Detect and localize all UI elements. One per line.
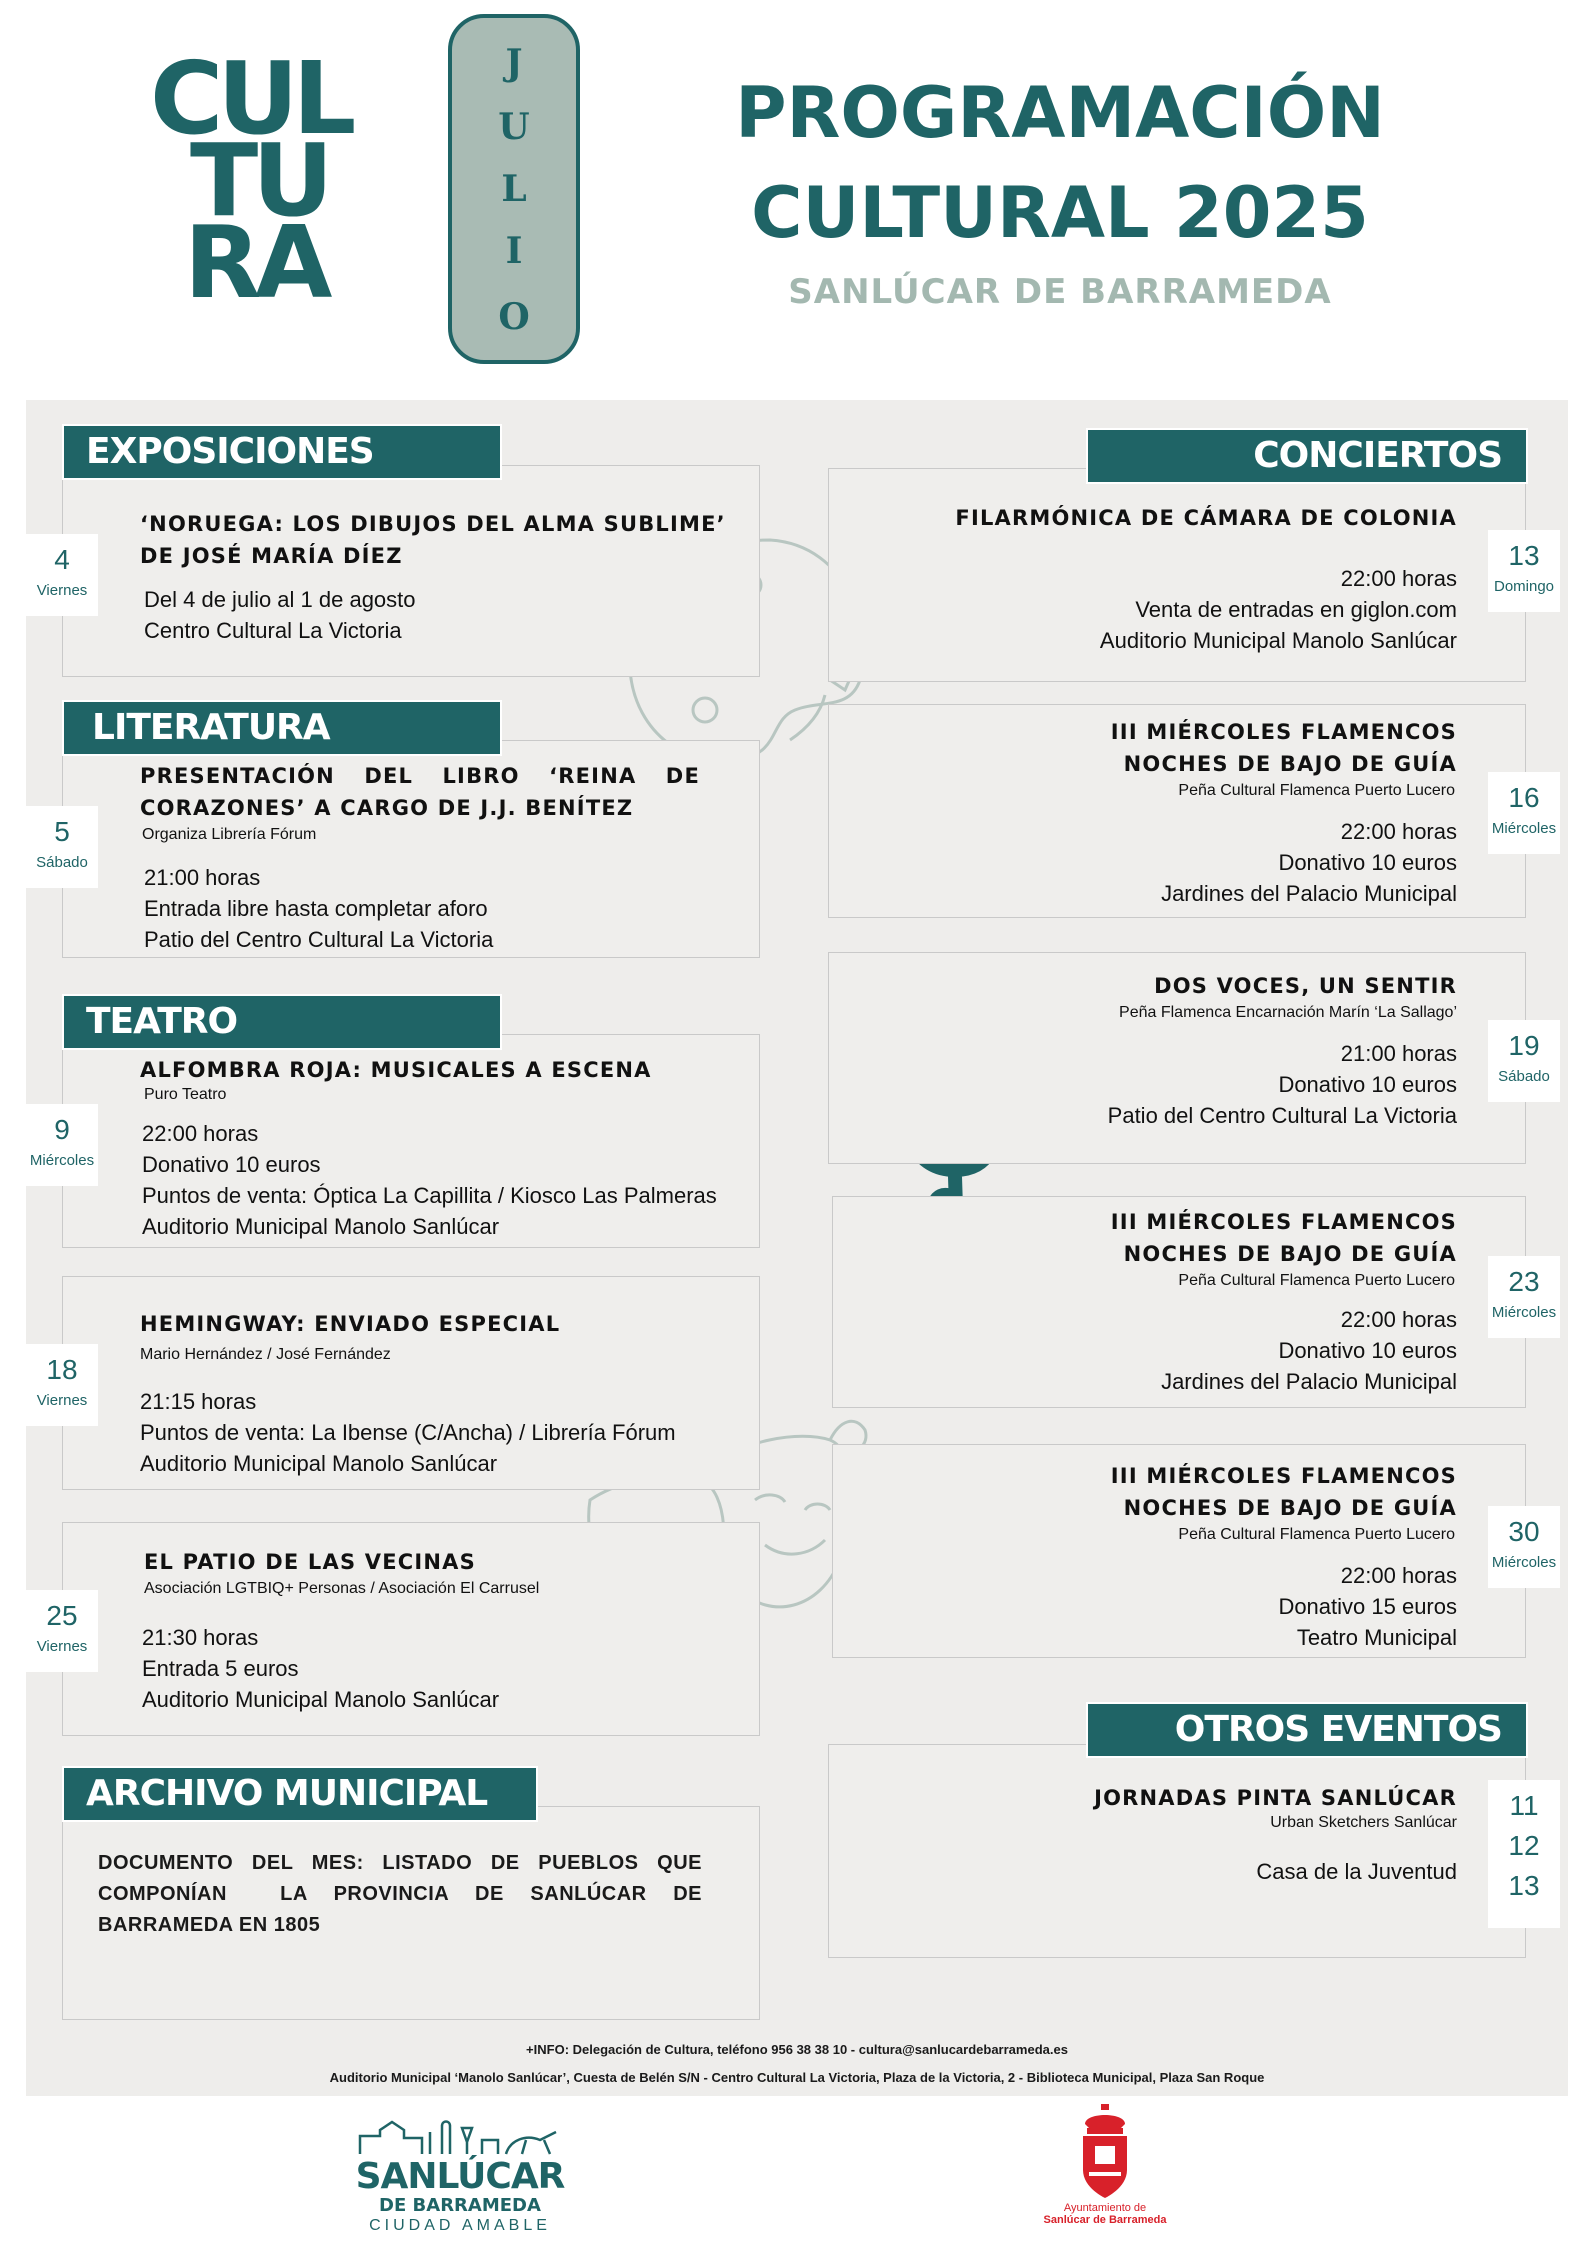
event-day: 19	[1508, 1030, 1540, 1061]
event-title: NOCHES DE BAJO DE GUÍA	[1123, 1496, 1457, 1520]
event-weekday: Sábado	[1498, 1068, 1550, 1085]
archivo-line: DOCUMENTO DEL MES: LISTADO DE PUEBLOS QUE	[98, 1852, 702, 1874]
event-line: Patio del Centro Cultural La Victoria	[1107, 1103, 1457, 1128]
event-title: NOCHES DE BAJO DE GUÍA	[1123, 752, 1457, 776]
event-day: 13	[1508, 1870, 1540, 1901]
event-title: DE JOSÉ MARÍA DÍEZ	[140, 544, 403, 568]
event-line: 21:00 horas	[144, 865, 261, 890]
event-date	[1488, 530, 1560, 612]
logo-line-1: SANLÚCAR	[355, 2156, 565, 2197]
ayuntamiento-logo	[1020, 2102, 1190, 2242]
event-line: 22:00 horas	[1340, 1307, 1457, 1332]
event-line: Puntos de venta: Óptica La Capillita / Kiosco Las Palmeras	[142, 1183, 717, 1208]
ayuntamiento-line-2: Sanlúcar de Barrameda	[1043, 2214, 1167, 2226]
event-place: Casa de la Juventud	[1256, 1859, 1457, 1884]
event-weekday: Miércoles	[1491, 820, 1557, 837]
event-details	[1100, 563, 1457, 656]
event-line: 21:30 horas	[142, 1625, 259, 1650]
event-line: Jardines del Palacio Municipal	[1161, 881, 1457, 906]
event-organizer: Peña Flamenca Encarnación Marín ‘La Sallago’	[1119, 1004, 1457, 1021]
event-title: III MIÉRCOLES FLAMENCOS	[1110, 1464, 1457, 1488]
event-line: 21:15 horas	[140, 1389, 257, 1414]
event-title: CORAZONES’ A CARGO DE J.J. BENÍTEZ	[140, 796, 634, 820]
event-weekday: Viernes	[36, 1638, 88, 1655]
month-letter: J	[505, 42, 523, 84]
event-day: 5	[54, 816, 70, 847]
event-title: ALFOMBRA ROJA: MUSICALES A ESCENA	[140, 1058, 652, 1082]
section-header-exposiciones: EXPOSICIONES	[62, 424, 502, 480]
event-weekday: Sábado	[36, 854, 88, 871]
event-line: Teatro Municipal	[1296, 1625, 1457, 1650]
event-card	[828, 1744, 1526, 1958]
event-day: 13	[1508, 540, 1540, 571]
event-details	[140, 1386, 676, 1479]
event-organizer: Peña Cultural Flamenca Puerto Lucero	[1178, 1272, 1455, 1289]
event-dates	[1488, 1780, 1560, 1928]
event-title: EL PATIO DE LAS VECINAS	[144, 1550, 476, 1574]
archivo-line: BARRAMEDA EN 1805	[98, 1914, 321, 1936]
event-organizer: Peña Cultural Flamenca Puerto Lucero	[1178, 1526, 1455, 1543]
skyline-icon	[350, 2110, 570, 2158]
event-line: Puntos de venta: La Ibense (C/Ancha) / Librería Fórum	[140, 1420, 676, 1445]
event-day: 4	[54, 544, 70, 575]
event-line: Donativo 15 euros	[1278, 1594, 1457, 1619]
event-line: Auditorio Municipal Manolo Sanlúcar	[142, 1687, 500, 1712]
event-line: 22:00 horas	[1340, 819, 1457, 844]
event-day: 23	[1508, 1266, 1540, 1297]
footer-info: +INFO: Delegación de Cultura, teléfono 956 38 38 10 - cultura@sanlucardebarrameda.es	[526, 2042, 1068, 2057]
event-organizer: Organiza Librería Fórum	[142, 826, 317, 843]
section-header-conciertos: CONCIERTOS	[1086, 428, 1528, 484]
ayuntamiento-line-1: Ayuntamiento de	[1063, 2202, 1147, 2214]
archivo-document	[98, 1848, 702, 1941]
event-details	[144, 862, 493, 955]
event-line: 22:00 horas	[142, 1121, 259, 1146]
section-header-archivo: ARCHIVO MUNICIPAL	[62, 1766, 538, 1822]
event-line: Donativo 10 euros	[1278, 1338, 1457, 1363]
logo-line-3: CIUDAD AMABLE	[369, 2217, 551, 2234]
event-date	[26, 806, 98, 888]
coat-of-arms-icon	[1075, 2102, 1135, 2202]
event-line: 22:00 horas	[1340, 1563, 1457, 1588]
page-title-line-1: PROGRAMACIÓN	[735, 72, 1385, 154]
cultura-wordmark	[150, 40, 351, 321]
event-line: Centro Cultural La Victoria	[144, 618, 402, 643]
event-title: HEMINGWAY: ENVIADO ESPECIAL	[140, 1312, 561, 1336]
event-date	[26, 1104, 98, 1186]
event-organizer: Mario Hernández / José Fernández	[140, 1346, 391, 1363]
event-line: 21:00 horas	[1340, 1041, 1457, 1066]
page-subtitle: SANLÚCAR DE BARRAMEDA	[788, 272, 1332, 312]
event-title: III MIÉRCOLES FLAMENCOS	[1110, 1210, 1457, 1234]
month-letter: L	[501, 168, 527, 210]
event-line: Entrada 5 euros	[142, 1656, 299, 1681]
section-header-otros: OTROS EVENTOS	[1086, 1702, 1528, 1758]
event-title: DOS VOCES, UN SENTIR	[1154, 974, 1457, 998]
month-letter: I	[505, 230, 523, 272]
event-details	[144, 584, 416, 646]
event-date	[1488, 1256, 1560, 1338]
cultura-line-3: RA	[184, 204, 327, 321]
event-day: 18	[46, 1354, 78, 1385]
event-title: ‘NORUEGA: LOS DIBUJOS DEL ALMA SUBLIME’	[140, 512, 726, 536]
event-date	[1488, 1020, 1560, 1102]
event-line: Entrada libre hasta completar aforo	[144, 896, 488, 921]
event-day: 30	[1508, 1516, 1540, 1547]
event-line: Del 4 de julio al 1 de agosto	[144, 587, 416, 612]
event-title: NOCHES DE BAJO DE GUÍA	[1123, 1242, 1457, 1266]
section-header-teatro: TEATRO	[62, 994, 502, 1050]
event-organizer: Asociación LGTBIQ+ Personas / Asociación El Carrusel	[144, 1580, 540, 1597]
event-date	[26, 1590, 98, 1672]
archivo-line: COMPONÍAN LA PROVINCIA DE SANLÚCAR DE	[98, 1883, 702, 1905]
month-letter: U	[498, 106, 530, 148]
event-organizer: Urban Sketchers Sanlúcar	[1270, 1814, 1457, 1831]
event-organizer: Puro Teatro	[144, 1086, 227, 1103]
event-line: Jardines del Palacio Municipal	[1161, 1369, 1457, 1394]
event-weekday: Viernes	[36, 582, 88, 599]
event-day: 11	[1509, 1790, 1539, 1821]
event-line: Patio del Centro Cultural La Victoria	[144, 927, 494, 952]
section-header-literatura: LITERATURA	[62, 700, 502, 756]
event-line: 22:00 horas	[1340, 566, 1457, 591]
event-line: Donativo 10 euros	[1278, 1072, 1457, 1097]
event-line: Venta de entradas en giglon.com	[1135, 597, 1457, 622]
event-line: Donativo 10 euros	[142, 1152, 321, 1177]
event-day: 16	[1508, 782, 1540, 813]
event-date	[26, 1344, 98, 1426]
event-weekday: Domingo	[1493, 578, 1555, 595]
event-details	[1108, 1038, 1457, 1131]
month-badge	[448, 14, 580, 364]
event-day: 12	[1508, 1830, 1540, 1861]
event-weekday: Miércoles	[1491, 1304, 1557, 1321]
event-weekday: Miércoles	[29, 1152, 95, 1169]
event-line: Auditorio Municipal Manolo Sanlúcar	[142, 1214, 500, 1239]
event-day: 9	[54, 1114, 70, 1145]
event-title: JORNADAS PINTA SANLÚCAR	[1094, 1786, 1457, 1810]
sanlucar-logo	[330, 2110, 590, 2240]
footer-venues: Auditorio Municipal ‘Manolo Sanlúcar’, Cuesta de Belén S/N - Centro Cultural La Victoria, Plaza de la Victoria, 2 - Biblioteca Municipal, Plaza San Roque	[329, 2070, 1265, 2085]
logo-line-2: DE BARRAMEDA	[379, 2195, 541, 2216]
event-date	[1488, 772, 1560, 854]
page-title-line-2: CULTURAL 2025	[751, 172, 1369, 254]
event-day: 25	[46, 1600, 78, 1631]
event-details	[142, 1118, 717, 1242]
event-date	[26, 534, 98, 616]
cultura-line-2: TU	[190, 122, 328, 239]
month-letter: O	[498, 296, 530, 338]
cultura-line-1: CUL	[150, 40, 351, 157]
event-weekday: Miércoles	[1491, 1554, 1557, 1571]
event-date	[1488, 1506, 1560, 1588]
event-details	[142, 1622, 499, 1715]
event-weekday: Viernes	[36, 1392, 88, 1409]
event-title: III MIÉRCOLES FLAMENCOS	[1110, 720, 1457, 744]
event-title: PRESENTACIÓN DEL LIBRO ‘REINA DE	[140, 764, 700, 788]
event-details	[1278, 1560, 1457, 1653]
event-details	[1161, 816, 1457, 909]
event-line: Donativo 10 euros	[1278, 850, 1457, 875]
event-organizer: Peña Cultural Flamenca Puerto Lucero	[1178, 782, 1455, 799]
event-line: Auditorio Municipal Manolo Sanlúcar	[1099, 628, 1457, 653]
event-details	[1161, 1304, 1457, 1397]
event-line: Auditorio Municipal Manolo Sanlúcar	[140, 1451, 498, 1476]
event-title: FILARMÓNICA DE CÁMARA DE COLONIA	[955, 506, 1457, 530]
